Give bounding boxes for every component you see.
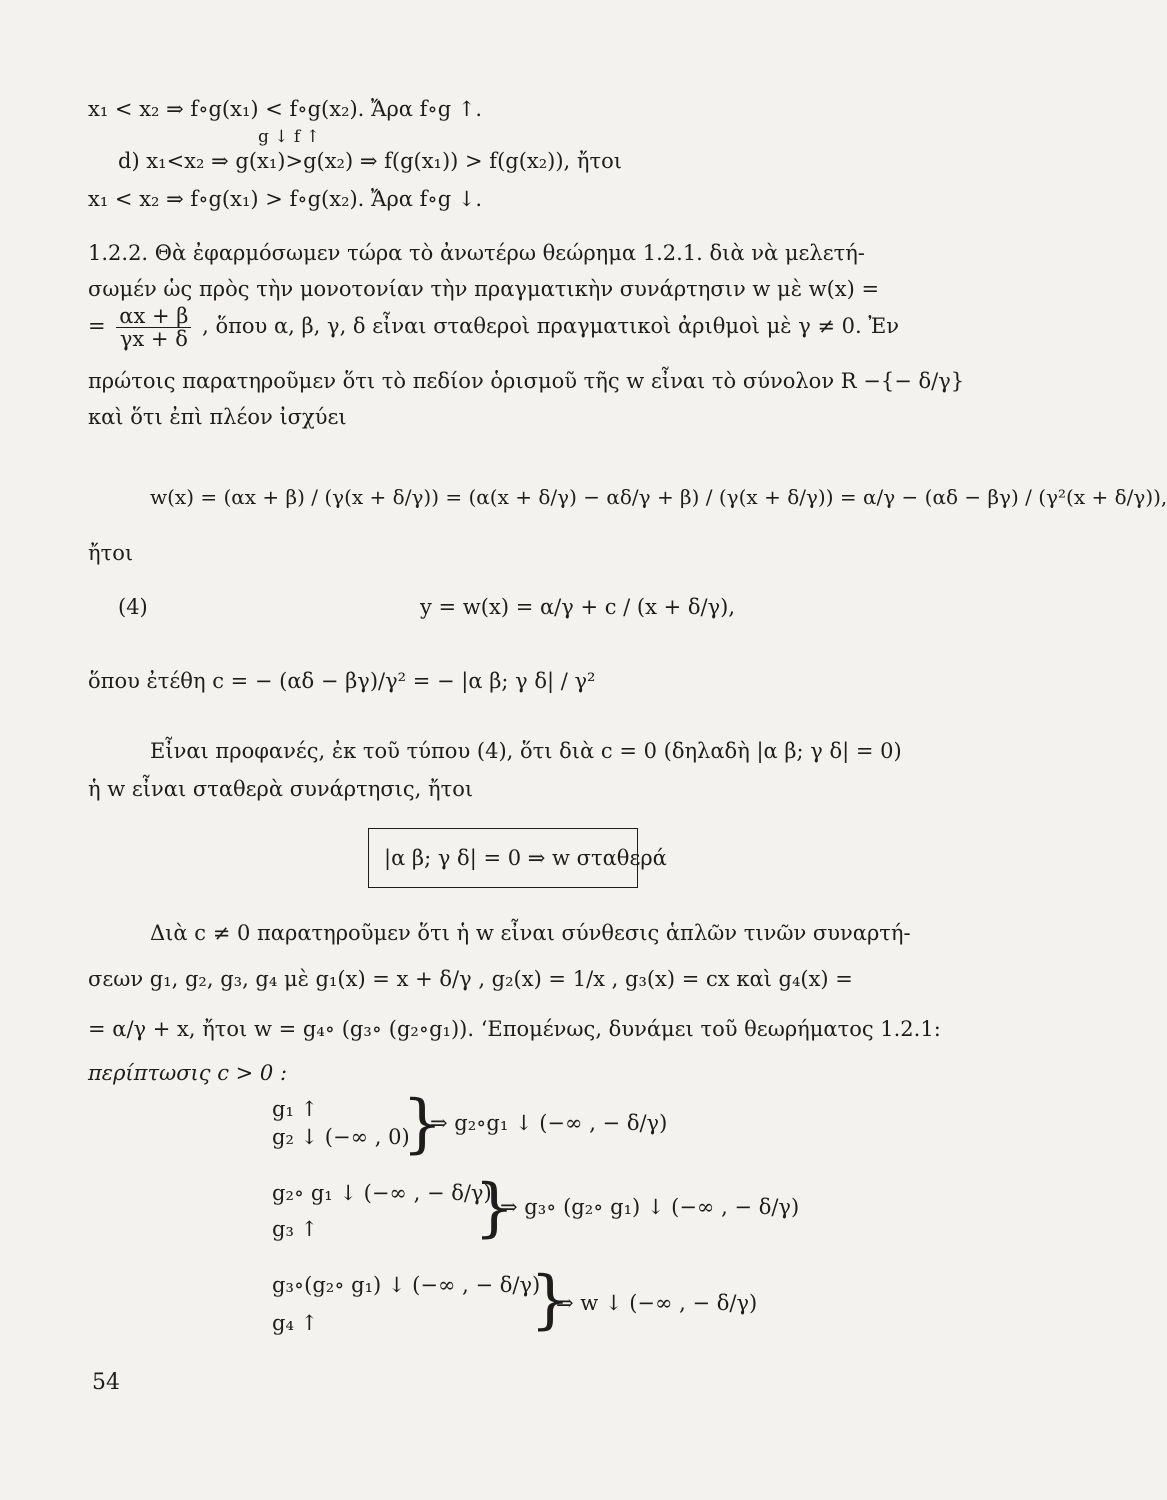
right-brace: } xyxy=(474,1171,515,1245)
text-line: d) x₁<x₂ ⇒ g(x₁)>g(x₂) ⇒ f(g(x₁)) > f(g(x₂)), ἤτοι xyxy=(118,149,622,173)
text-line: ὅπου ἐτέθη c = − (αδ − βγ)/γ² = − |α β; γ δ| / γ² xyxy=(88,669,596,693)
text-line xyxy=(88,305,899,350)
text-line: καὶ ὅτι ἐπὶ πλέον ἰσχύει xyxy=(88,405,347,429)
text-line: Εἶναι προφανές, ἐκ τοῦ τύπου (4), ὅτι διὰ c = 0 (δηλαδὴ |α β; γ δ| = 0) xyxy=(150,739,902,763)
right-brace: } xyxy=(530,1263,571,1337)
boxed-statement-text: |α β; γ δ| = 0 ⇒ w σταθερά xyxy=(384,846,667,870)
fraction xyxy=(116,305,191,350)
text-line: g ↓ f ↑ xyxy=(258,127,320,147)
right-brace: } xyxy=(402,1087,443,1161)
text-line: πρώτοις παρατηροῦμεν ὅτι τὸ πεδίον ὁρισμοῦ τῆς w εἶναι τὸ σύνολον R −{− δ/γ} xyxy=(88,369,965,393)
page-number: 54 xyxy=(92,1370,120,1395)
text-run: , ὅπου α, β, γ, δ εἶναι σταθεροὶ πραγματικοὶ ἀριθμοὶ μὲ γ ≠ 0. Ἐν xyxy=(202,314,900,338)
fraction-denominator: γx + δ xyxy=(119,327,188,351)
text-line: = α/γ + x, ἤτοι w = g₄∘ (g₃∘ (g₂∘g₁)). ‘Επομένως, δυνάμει τοῦ θεωρήματος 1.2.1: xyxy=(88,1017,941,1041)
text-line: x₁ < x₂ ⇒ f∘g(x₁) < f∘g(x₂). Ἄρα f∘g ↑. xyxy=(88,97,483,121)
case-conclusion: ⇒ w ↓ (−∞ , − δ/γ) xyxy=(556,1291,758,1315)
case-conclusion: ⇒ g₃∘ (g₂∘ g₁) ↓ (−∞ , − δ/γ) xyxy=(500,1195,800,1219)
text-line: σωμέν ὡς πρὸς τὴν μονοτονίαν τὴν πραγματικὴν συνάρτησιν w μὲ w(x) = xyxy=(88,277,880,301)
case-conclusion: ⇒ g₂∘g₁ ↓ (−∞ , − δ/γ) xyxy=(430,1111,668,1135)
case-premise: g₂∘ g₁ ↓ (−∞ , − δ/γ) xyxy=(272,1181,492,1205)
text-line: σεων g₁, g₂, g₃, g₄ μὲ g₁(x) = x + δ/γ , g₂(x) = 1/x , g₃(x) = cx καὶ g₄(x) = xyxy=(88,967,853,991)
text-line: x₁ < x₂ ⇒ f∘g(x₁) > f∘g(x₂). Ἄρα f∘g ↓. xyxy=(88,187,483,211)
case-premise: g₃∘(g₂∘ g₁) ↓ (−∞ , − δ/γ) xyxy=(272,1273,541,1297)
text-line: περίπτωσις c > 0 : xyxy=(88,1061,288,1085)
case-premise: g₁ ↑ xyxy=(272,1097,319,1121)
equation-display: y = w(x) = α/γ + c / (x + δ/γ), xyxy=(420,595,736,619)
case-premise: g₄ ↑ xyxy=(272,1311,319,1335)
text-line: ἡ w εἶναι σταθερὰ συνάρτησις, ἤτοι xyxy=(88,777,474,801)
equals-sign: = xyxy=(88,314,106,338)
fraction-numerator: αx + β xyxy=(116,305,191,328)
text-line: Διὰ c ≠ 0 παρατηροῦμεν ὅτι ἡ w εἶναι σύνθεσις ἁπλῶν τινῶν συναρτή- xyxy=(150,921,911,945)
equation-label: (4) xyxy=(118,595,148,619)
case-premise: g₃ ↑ xyxy=(272,1217,319,1241)
equation-display: w(x) = (αx + β) / (γ(x + δ/γ)) = (α(x + δ/γ) − αδ/γ + β) / (γ(x + δ/γ)) = α/γ − (αδ − βγ) / (γ²(x + δ/γ)), xyxy=(150,485,1167,509)
section-heading-line: 1.2.2. Θὰ ἐφαρμόσωμεν τώρα τὸ ἀνωτέρω θεώρημα 1.2.1. διὰ νὰ μελετή- xyxy=(88,241,865,265)
text-line: ἤτοι xyxy=(88,541,134,565)
case-premise: g₂ ↓ (−∞ , 0) xyxy=(272,1125,410,1149)
